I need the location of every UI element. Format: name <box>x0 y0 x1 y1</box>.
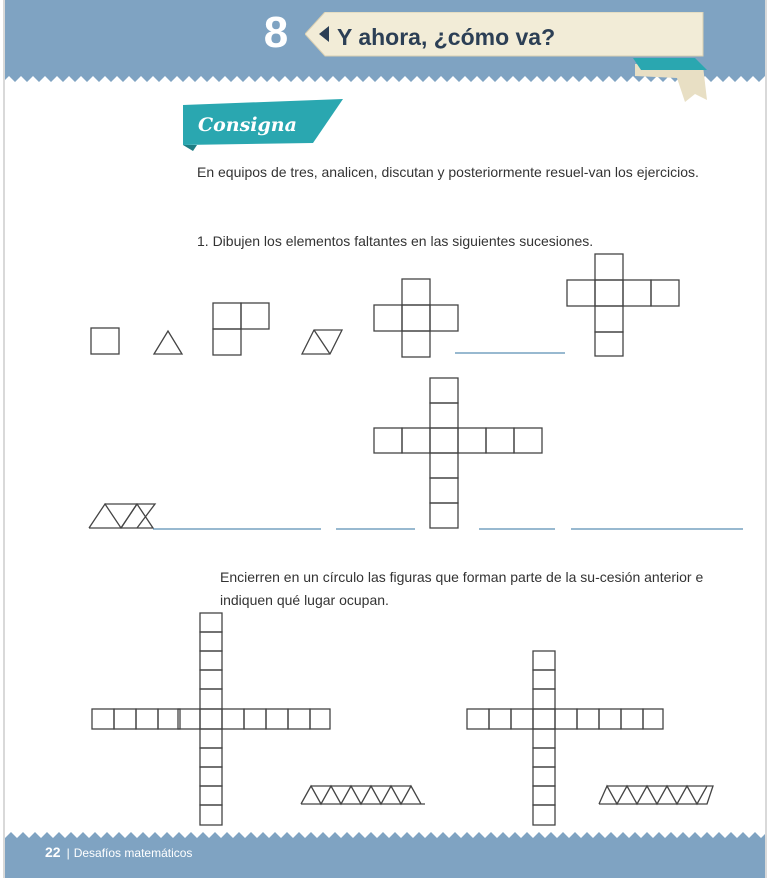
figure-triangle <box>154 331 182 354</box>
exercise-1-text: 1. Dibujen los elementos faltantes en las siguientes sucesiones. <box>197 233 594 249</box>
option-triangle-strip-right <box>599 786 713 804</box>
figure-l-shape <box>213 303 269 355</box>
worksheet-page <box>3 0 767 878</box>
instructions-paragraph: En equipos de tres, analicen, discutan y posteriormente resuel-van los ejercicios. <box>197 164 699 180</box>
consigna-label: Consigna <box>198 114 297 136</box>
figure-cross-small <box>374 279 458 357</box>
footer <box>45 842 192 862</box>
exercise-2-text: Encierren en un círculo las figuras que forman parte de la su-cesión anterior e indiquen qué lugar ocupan. <box>220 569 704 608</box>
option-cross-left <box>92 613 330 825</box>
figure-triangle-strip-3 <box>89 504 155 528</box>
footer-separator: | <box>66 846 70 860</box>
figure-triangle-pair <box>302 330 342 354</box>
lesson-number: 8 <box>263 8 289 57</box>
page-number: 22 <box>45 844 61 860</box>
figure-square <box>91 328 119 354</box>
option-triangle-strip-left <box>301 786 425 804</box>
figure-cross-large <box>374 378 542 528</box>
page-title: Y ahora, ¿cómo va? <box>337 24 556 50</box>
figure-cross-medium <box>567 254 679 356</box>
book-title: Desafíos matemáticos <box>73 846 193 860</box>
sequence-figures <box>5 0 765 878</box>
